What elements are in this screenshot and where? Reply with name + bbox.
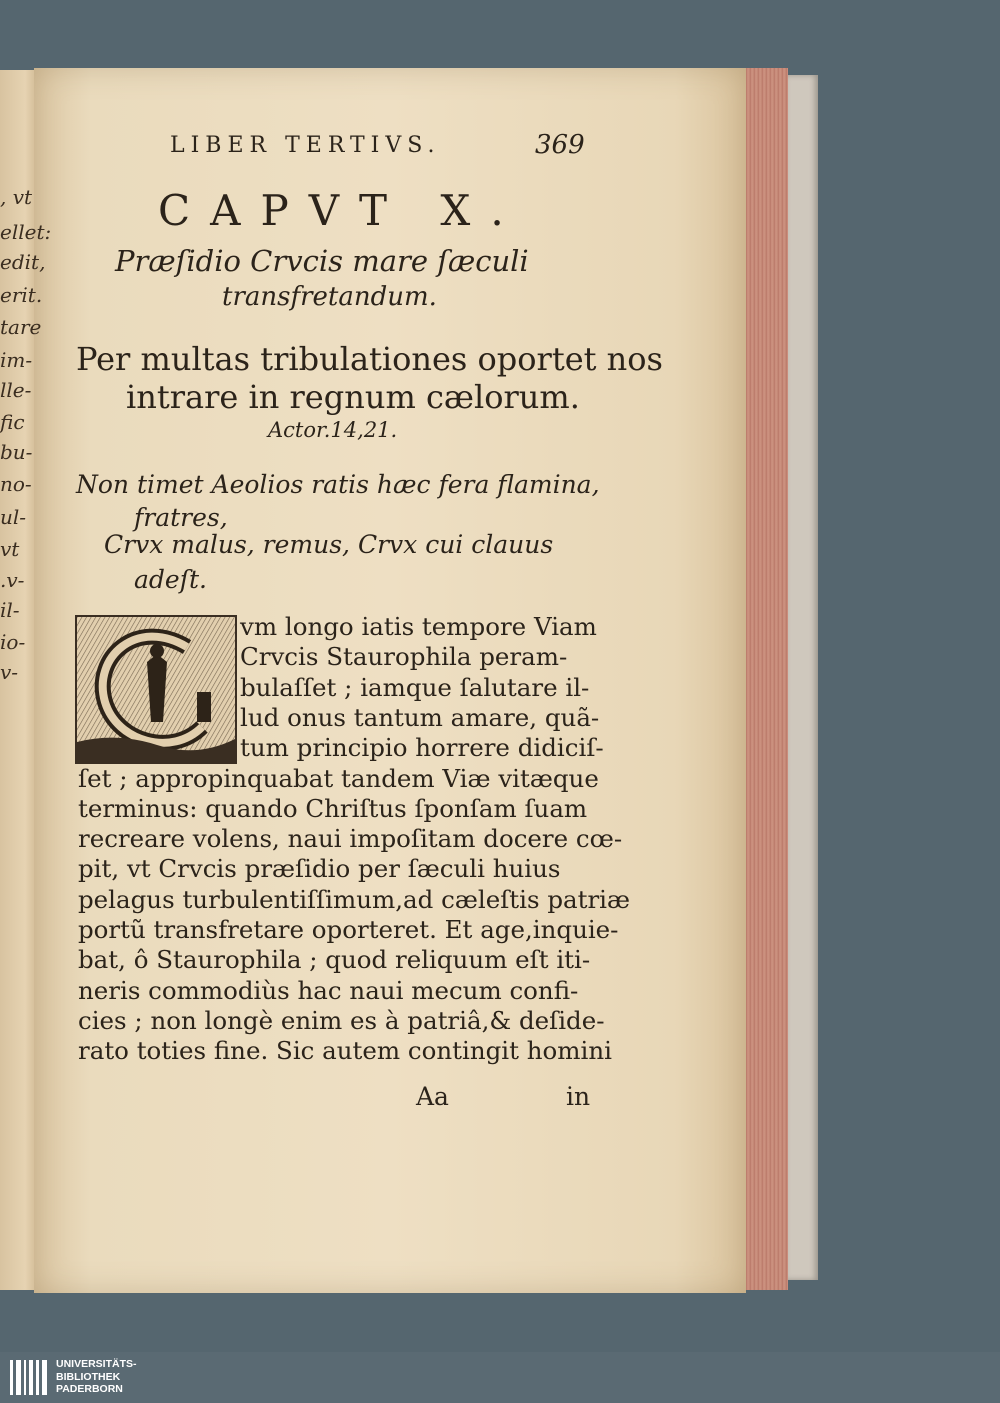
body-text-line: Crvcis Staurophila peram-	[240, 642, 568, 672]
body-text-line: bulaſſet ; iamque ſalutare il-	[240, 672, 590, 702]
body-text-line: vm longo iatis tempore Viam	[240, 612, 597, 641]
left-page-fragment: io-	[0, 630, 26, 654]
library-logo-icon	[10, 1360, 48, 1395]
epigraph-citation: Actor.14,21.	[268, 418, 398, 442]
left-page-fragment: edit,	[0, 250, 46, 274]
library-logo-text	[56, 1358, 137, 1396]
signature-mark: Aa	[416, 1082, 449, 1111]
body-text-line: terminus: quando Chriſtus ſponſam ſuam	[78, 793, 588, 823]
chapter-subtitle-line-1: Præſidio Crvcis mare ſæculi	[115, 244, 529, 278]
body-text-line: pit, vt Crvcis præſidio per ſæculi huius	[78, 854, 561, 884]
decorated-initial-c-woodcut	[75, 615, 237, 764]
body-text-line: lud onus tantum amare, quã-	[240, 702, 600, 732]
left-page-fragment: ul-	[0, 505, 27, 529]
page-number: 369	[535, 130, 585, 160]
left-page-fragment: .v-	[0, 568, 25, 592]
chapter-subtitle-line-2: transfretandum.	[222, 282, 437, 312]
body-text-line: tum principio horrere didiciſ-	[240, 733, 604, 763]
body-text-line: ſet ; appropinquabat tandem Viæ vitæque	[78, 763, 599, 793]
logo-line-3: PADERBORN	[56, 1383, 123, 1395]
left-page-fragment: lle-	[0, 378, 32, 402]
left-page-fragment: vt	[0, 537, 20, 561]
left-page-fragment: fic	[0, 410, 25, 434]
epigraph-line-2: intrare in regnum cælorum.	[126, 378, 580, 416]
left-page-fragment: tare	[0, 315, 42, 339]
left-page-fragment: ellet:	[0, 220, 52, 244]
library-footer-bar	[0, 1352, 1000, 1403]
body-text-line: pelagus turbulentiſſimum,ad cæleſtis patriæ	[78, 884, 631, 914]
verse-line-2: fratres,	[134, 503, 228, 532]
body-text-line: recreare volens, naui impoſitam docere cœ-	[78, 824, 623, 854]
left-page-fragment: bu-	[0, 440, 33, 464]
catchword: in	[566, 1082, 591, 1111]
left-page-fragment: , vt	[0, 185, 33, 209]
running-title: LIBER TERTIVS.	[170, 133, 441, 158]
logo-line-2: BIBLIOTHEK	[56, 1370, 121, 1383]
verse-line-3: Crvx malus, remus, Crvx cui clauus	[104, 530, 554, 559]
verse-line-4: adeſt.	[134, 565, 207, 594]
body-text-line: bat, ô Staurophila ; quod reliquum eſt iti-	[78, 945, 591, 975]
verse-line-1: Non timet Aeolios ratis hæc fera flamina,	[76, 470, 600, 499]
left-page-fragment: no-	[0, 472, 32, 496]
left-page-fragment: v-	[0, 660, 19, 684]
body-text-line: cies ; non longè enim es à patriâ,& deſide-	[78, 1005, 605, 1035]
body-text-line: neris commodiùs hac naui mecum confi-	[78, 975, 579, 1005]
body-text-line: portũ transfretare oporteret. Et age,inquie-	[78, 915, 619, 944]
logo-line-1: UNIVERSITÄTS-	[56, 1358, 137, 1370]
left-page-fragment: il-	[0, 598, 20, 622]
book-cover-edge	[788, 75, 818, 1280]
left-page-fragment: im-	[0, 348, 33, 372]
body-text-line: rato toties fine. Sic autem contingit homini	[78, 1036, 612, 1066]
epigraph-line-1: Per multas tribulationes oportet nos	[76, 340, 663, 378]
left-page-fragment: erit.	[0, 283, 43, 307]
chapter-title: CAPVT X.	[158, 186, 524, 235]
